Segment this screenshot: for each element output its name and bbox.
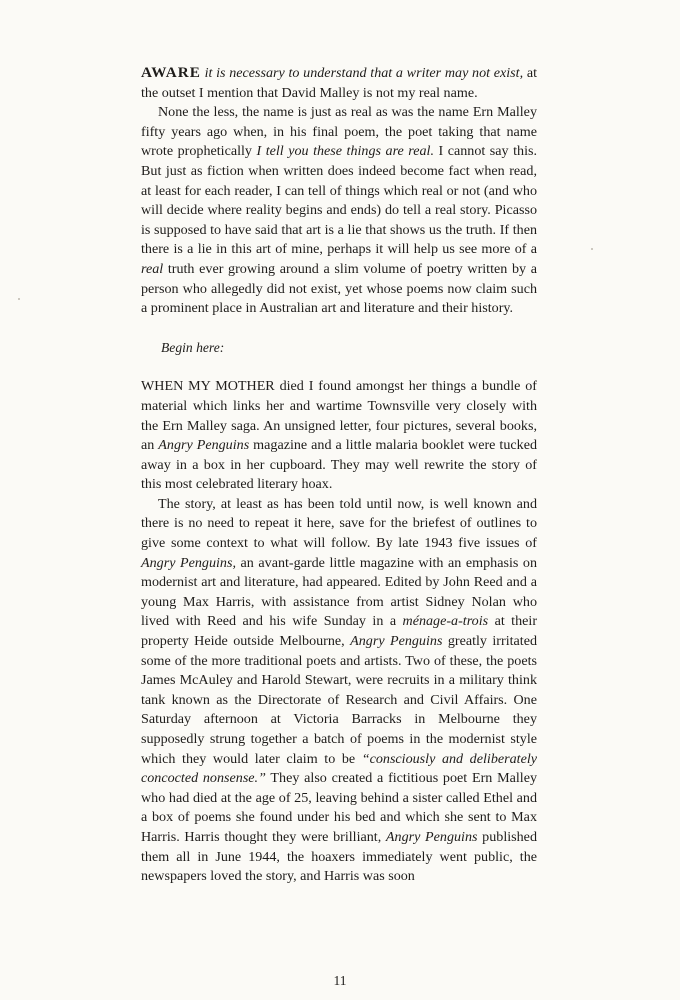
paragraph-4-text: They also created a fictitious poet Ern Malley who had died at the age of 25, leaving behind a sister called Ethel and a box of poems she found under his bed and which she sent to Max Harris. Harris thought they were brilliant,: [141, 770, 537, 845]
magazine-title: Angry Penguins: [350, 633, 443, 650]
paragraph-2-emphasis: real: [141, 260, 164, 277]
magazine-title: Angry Penguins,: [141, 554, 236, 571]
opening-italic-phrase: it is necessary to understand that a writer may not exist,: [204, 65, 524, 81]
paragraph-4-text: at their property Heide outside Melbourne,: [141, 613, 538, 650]
paragraph-2: [141, 103, 537, 319]
paragraph-3-text: magazine and a little malaria booklet were tucked away in a box in her cupboard. They may well rewrite the story of this most celebrated literary hoax.: [141, 437, 537, 493]
paragraph-4-text: published them all in June 1944, the hoaxers immediately went public, the newspapers loved the story, and Harris was soon: [141, 828, 537, 885]
page-number: 11: [333, 973, 347, 988]
paragraph-2-text: truth ever growing around a slim volume of poetry written by a person who allegedly did not exist, yet whose poems now claim such a prominent place in Australian art and literature and their history.: [141, 260, 537, 317]
magazine-title: Angry Penguins: [158, 437, 250, 454]
paragraph-2-quote: I tell you these things are real.: [256, 143, 434, 160]
quotation: “consciously and deliberately concocted nonsense.”: [141, 750, 537, 787]
opening-rest: at the outset I mention that David Malley is not my real name.: [141, 65, 537, 101]
paragraph-3-text: WHEN MY MOTHER died I found amongst her things a bundle of material which links her and wartime Townsville very closely with the Ern Malley saga. An unsigned letter, four pictures, several books, an: [141, 378, 537, 454]
paragraph-4-text: an avant-garde little magazine with an emphasis on modernist art and literature, had appeared. Edited by John Reed and a young Max Harris, with assistance from artist Sidney Nolan who lived with Reed and his wife Sunday in a: [141, 554, 537, 630]
opening-paragraph: [141, 63, 537, 103]
paragraph-4: [141, 495, 537, 887]
paper-speck: [18, 298, 20, 300]
paragraph-2-text: I cannot say this. But just as fiction when written does indeed become fact when read, at least for each reader, I can tell of things which real or not (and who will decide where reality begins and ends) do tell a real story. Picasso is supposed to have said that art is a lie that shows us the truth. If then there is a lie in this art of mine, perhaps it will help us see more of a: [141, 143, 537, 258]
begin-here-heading: Begin here:: [161, 339, 225, 355]
foreign-phrase: ménage-a-trois: [402, 613, 489, 630]
paragraph-2-text: None the less, the name is just as real as was the name Ern Malley fifty years ago when, in his final poem, the poet taking that name wrote prophetically: [141, 104, 537, 160]
page-body: [141, 63, 537, 887]
magazine-title: Angry Penguins: [385, 828, 478, 845]
opening-lead-word: AWARE: [141, 64, 201, 81]
paragraph-4-text: The story, at least as has been told until now, is well known and there is no need to repeat it here, save for the briefest of outlines to give some context to what will follow. By late 1943 five issues of: [141, 495, 537, 552]
paper-speck: [591, 248, 593, 250]
paragraph-4-text: greatly irritated some of the more traditional poets and artists. Two of these, the poets James McAuley and Harold Stewart, were recruits in a military think tank known as the Directorate of Research and Civil Affairs. One Saturday afternoon at Victoria Barracks in Melbourne they supposedly strung together a batch of poems in the modernist style which they would later claim to be: [141, 633, 537, 767]
section-gap: [141, 357, 537, 377]
paragraph-3: [141, 377, 537, 495]
